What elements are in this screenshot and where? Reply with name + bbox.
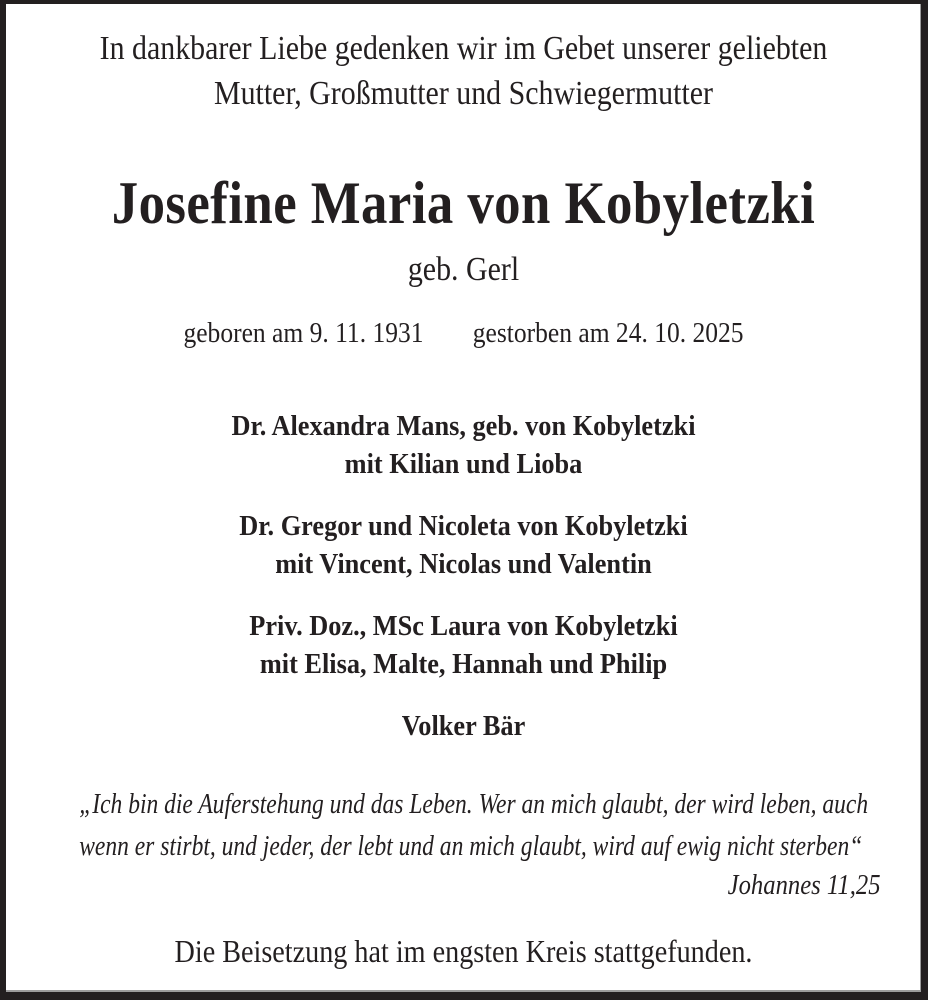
mourner-entry bbox=[33, 508, 893, 584]
intro-line-1: In dankbarer Liebe gedenken wir im Gebet unserer geliebten bbox=[99, 30, 828, 67]
quote-source: Johannes 11,25 bbox=[727, 870, 881, 901]
mourner-entry bbox=[33, 708, 893, 746]
life-dates bbox=[61, 314, 866, 352]
mourner-name-line: Volker Bär bbox=[401, 711, 526, 742]
mourner-name-line: Dr. Gregor und Nicoleta von Kobyletzki bbox=[239, 511, 688, 542]
closing-line: Die Beisetzung hat im engsten Kreis stattgefunden. bbox=[174, 933, 753, 969]
mourner-children-line: mit Kilian und Lioba bbox=[344, 449, 583, 480]
memorial-quote bbox=[79, 784, 869, 868]
intro-line-2: Mutter, Großmutter und Schwiegermutter bbox=[213, 75, 714, 112]
mourner-name-line: Priv. Doz., MSc Laura von Kobyletzki bbox=[249, 611, 678, 642]
birth-date: geboren am 9. 11. 1931 bbox=[183, 317, 424, 349]
maiden-name: geb. Gerl bbox=[407, 251, 520, 288]
death-date: gestorben am 24. 10. 2025 bbox=[472, 317, 744, 349]
mourner-entry bbox=[33, 608, 893, 684]
mourners-list bbox=[33, 408, 893, 746]
quote-line-2: wenn er stirbt, und jeder, der lebt und an mich glaubt, wird auf ewig nicht sterben“ bbox=[79, 831, 863, 862]
mourner-entry bbox=[33, 408, 893, 484]
intro-text bbox=[61, 26, 866, 116]
mourner-name-line: Dr. Alexandra Mans, geb. von Kobyletzki bbox=[231, 411, 696, 442]
mourner-children-line: mit Elisa, Malte, Hannah und Philip bbox=[259, 649, 668, 680]
mourner-children-line: mit Vincent, Nicolas und Valentin bbox=[275, 549, 652, 580]
quote-line-1: „Ich bin die Auferstehung und das Leben. Wer an mich glaubt, der wird leben, auch bbox=[79, 789, 869, 820]
deceased-name: Josefine Maria von Kobyletzki bbox=[111, 170, 816, 236]
